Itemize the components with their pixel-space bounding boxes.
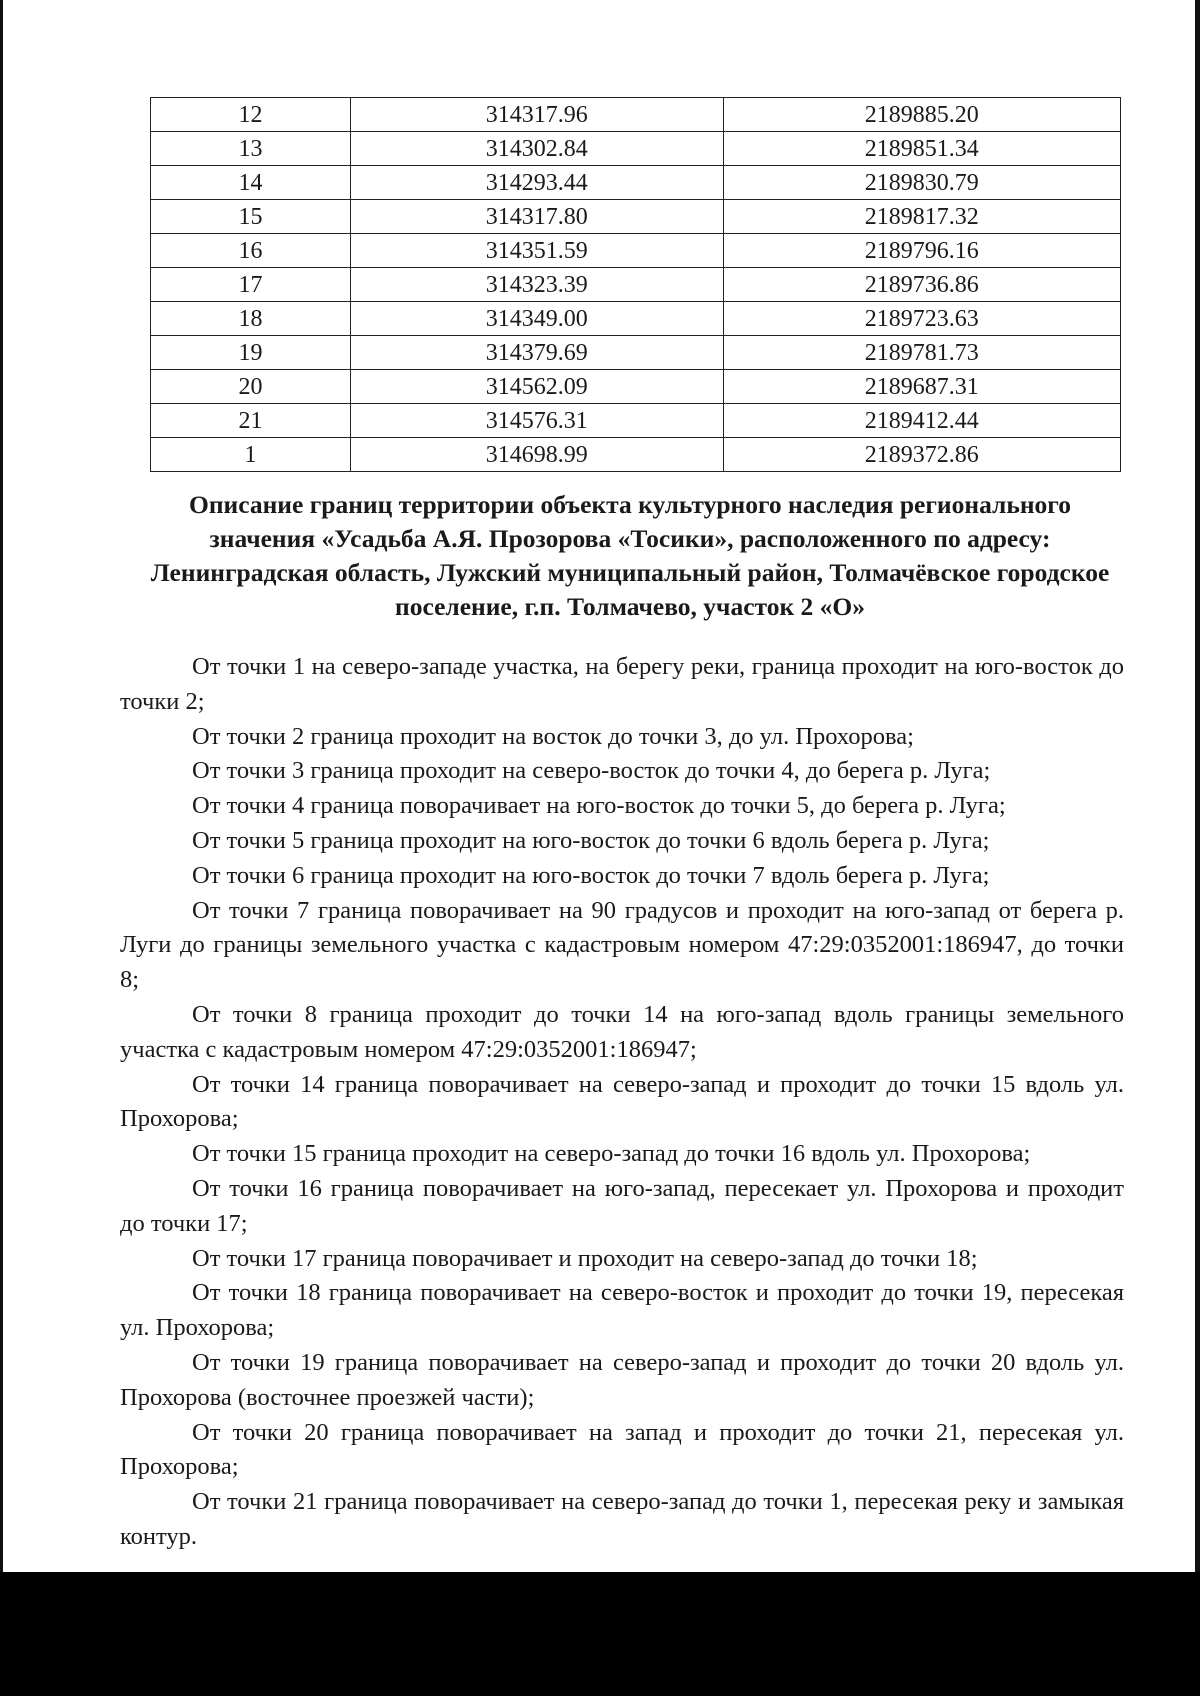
point-number-cell: 15 bbox=[151, 200, 351, 234]
table-row bbox=[151, 166, 1121, 200]
scan-bottom-border bbox=[0, 1572, 1200, 1696]
boundary-paragraph: От точки 1 на северо-западе участка, на берегу реки, граница проходит на юго-восток до точки 2; bbox=[120, 653, 1124, 715]
x-coordinate-cell: 314562.09 bbox=[351, 370, 724, 404]
point-number-cell: 16 bbox=[151, 234, 351, 268]
boundary-paragraph: От точки 8 граница проходит до точки 14 на юго-запад вдоль границы земельного участка с кадастровым номером 47:29:0352001:186947; bbox=[120, 1000, 1124, 1063]
y-coordinate-cell: 2189736.86 bbox=[723, 268, 1120, 302]
x-coordinate-cell: 314379.69 bbox=[351, 336, 724, 370]
x-coordinate-cell: 314317.96 bbox=[351, 98, 724, 132]
x-coordinate-cell: 314698.99 bbox=[351, 438, 724, 472]
boundary-paragraph: От точки 14 граница поворачивает на северо-запад и проходит до точки 15 вдоль ул. Прохорова; bbox=[120, 1070, 1124, 1133]
x-coordinate-cell: 314351.59 bbox=[351, 234, 724, 268]
boundary-paragraph: От точки 18 граница поворачивает на северо-восток и проходит до точки 19, пересекая ул. Прохорова; bbox=[120, 1279, 1124, 1342]
boundary-paragraph: От точки 6 граница проходит на юго-восток до точки 7 вдоль берега р. Луга; bbox=[192, 861, 990, 889]
y-coordinate-cell: 2189781.73 bbox=[723, 336, 1120, 370]
x-coordinate-cell: 314317.80 bbox=[351, 200, 724, 234]
point-number-cell: 12 bbox=[151, 98, 351, 132]
x-coordinate-cell: 314323.39 bbox=[351, 268, 724, 302]
table-row bbox=[151, 438, 1121, 472]
boundary-paragraph: От точки 19 граница поворачивает на северо-запад и проходит до точки 20 вдоль ул. Прохорова (восточнее проезжей части); bbox=[120, 1348, 1124, 1411]
table-row bbox=[151, 336, 1121, 370]
y-coordinate-cell: 2189796.16 bbox=[723, 234, 1120, 268]
point-number-cell: 14 bbox=[151, 166, 351, 200]
y-coordinate-cell: 2189885.20 bbox=[723, 98, 1120, 132]
coordinates-table-body bbox=[151, 98, 1121, 472]
y-coordinate-cell: 2189851.34 bbox=[723, 132, 1120, 166]
boundary-paragraph: От точки 5 граница проходит на юго-восток до точки 6 вдоль берега р. Луга; bbox=[192, 826, 990, 854]
point-number-cell: 1 bbox=[151, 438, 351, 472]
y-coordinate-cell: 2189723.63 bbox=[723, 302, 1120, 336]
boundary-paragraph: От точки 2 граница проходит на восток до точки 3, до ул. Прохорова; bbox=[192, 722, 914, 750]
y-coordinate-cell: 2189372.86 bbox=[723, 438, 1120, 472]
boundary-paragraph: От точки 17 граница поворачивает и проходит на северо-запад до точки 18; bbox=[192, 1244, 978, 1272]
point-number-cell: 20 bbox=[151, 370, 351, 404]
y-coordinate-cell: 2189687.31 bbox=[723, 370, 1120, 404]
boundary-paragraph: От точки 20 граница поворачивает на запад и проходит до точки 21, пересекая ул. Прохорова; bbox=[120, 1418, 1124, 1481]
scan-left-edge bbox=[0, 0, 3, 1696]
table-row bbox=[151, 132, 1121, 166]
table-row bbox=[151, 268, 1121, 302]
section-title: Описание границ территории объекта культурного наследия регионального значения «Усадьба А.Я. Прозорова «Тосики», расположенного по адресу: Ленинградская область, Лужский муниципальный район, Толмачёвское городское поселение, г.п. Толмачево, участок 2 «О» bbox=[150, 490, 1110, 621]
table-row bbox=[151, 404, 1121, 438]
y-coordinate-cell: 2189412.44 bbox=[723, 404, 1120, 438]
boundary-paragraph: От точки 15 граница проходит на северо-запад до точки 16 вдоль ул. Прохорова; bbox=[192, 1140, 1031, 1168]
boundary-description bbox=[120, 650, 1124, 1555]
y-coordinate-cell: 2189817.32 bbox=[723, 200, 1120, 234]
x-coordinate-cell: 314576.31 bbox=[351, 404, 724, 438]
point-number-cell: 13 bbox=[151, 132, 351, 166]
table-row bbox=[151, 200, 1121, 234]
table-row bbox=[151, 370, 1121, 404]
y-coordinate-cell: 2189830.79 bbox=[723, 166, 1120, 200]
x-coordinate-cell: 314293.44 bbox=[351, 166, 724, 200]
point-number-cell: 19 bbox=[151, 336, 351, 370]
boundary-paragraph: От точки 16 граница поворачивает на юго-запад, пересекает ул. Прохорова и проходит до точки 17; bbox=[120, 1174, 1124, 1237]
point-number-cell: 18 bbox=[151, 302, 351, 336]
boundary-paragraph: От точки 7 граница поворачивает на 90 градусов и проходит на юго-запад от берега р. Луги до границы земельного участка с кадастровым номером 47:29:0352001:186947, до точки 8; bbox=[120, 896, 1124, 994]
boundary-paragraph: От точки 4 граница поворачивает на юго-восток до точки 5, до берега р. Луга; bbox=[192, 792, 1006, 820]
boundary-paragraph: От точки 3 граница проходит на северо-восток до точки 4, до берега р. Луга; bbox=[192, 757, 991, 785]
point-number-cell: 17 bbox=[151, 268, 351, 302]
table-row bbox=[151, 234, 1121, 268]
x-coordinate-cell: 314302.84 bbox=[351, 132, 724, 166]
table-row bbox=[151, 302, 1121, 336]
scan-right-edge bbox=[1195, 0, 1200, 1696]
table-row bbox=[151, 98, 1121, 132]
point-number-cell: 21 bbox=[151, 404, 351, 438]
boundary-paragraph: От точки 21 граница поворачивает на северо-запад до точки 1, пересекая реку и замыкая контур. bbox=[120, 1488, 1124, 1550]
x-coordinate-cell: 314349.00 bbox=[351, 302, 724, 336]
coordinates-table bbox=[150, 97, 1121, 472]
